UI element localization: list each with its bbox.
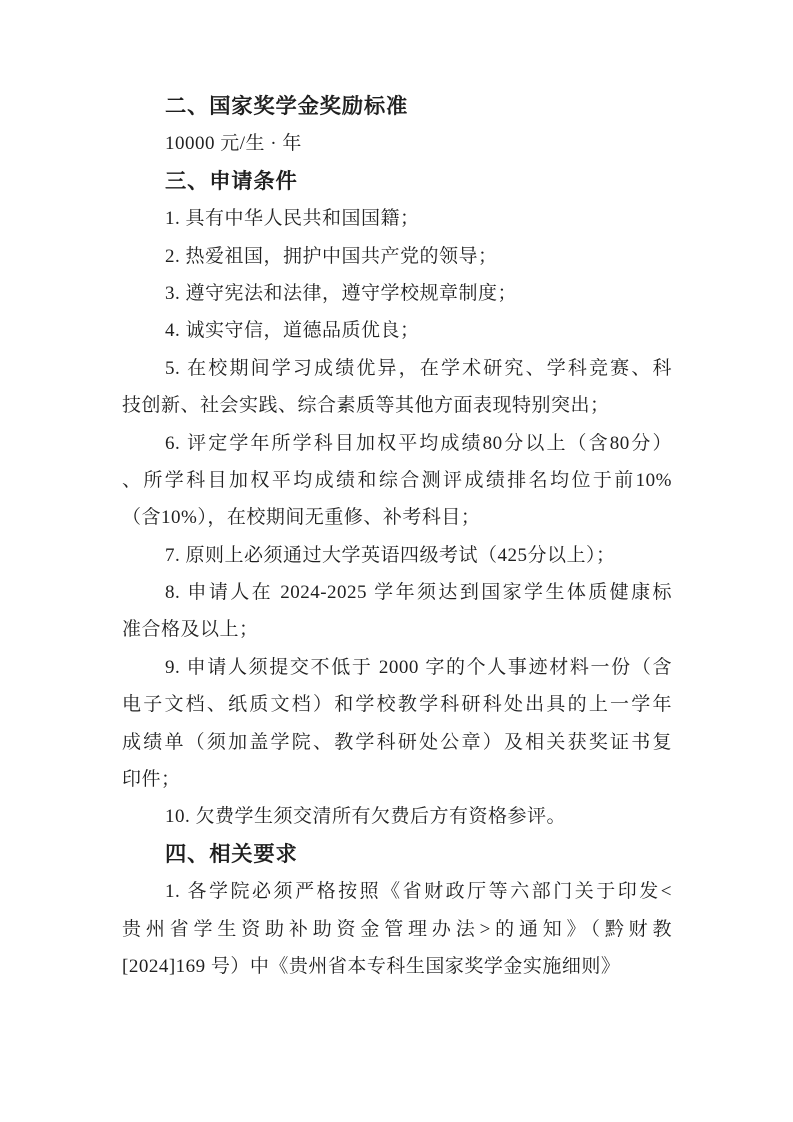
body-text-line: 9. 申请人须提交不低于 2000 字的个人事迹材料一份（含 [165,656,672,678]
section-heading: 四、相关要求 [165,841,298,866]
body-text-line: 8. 申请人在 2024-2025 学年须达到国家学生体质健康标 [165,582,672,604]
body-text-line: 2. 热爱祖国，拥护中国共产党的领导； [165,245,498,267]
body-text-line: 成绩单（须加盖学院、教学科研处公章）及相关获奖证书复 [122,731,672,753]
body-text-line: 7. 原则上必须通过大学英语四级考试（425分以上）； [165,544,616,566]
body-text-line: 印件； [122,769,181,791]
body-text-line: 电子文档、纸质文档）和学校教学科研科处出具的上一学年 [122,694,672,716]
body-text-line: 6. 评定学年所学科目加权平均成绩80分以上（含80分） [165,432,672,454]
body-text-line: 1. 具有中华人民共和国国籍； [165,208,420,230]
body-text-line: 、所学科目加权平均成绩和综合测评成绩排名均位于前10% [122,469,672,491]
body-text-line: （含10%），在校期间无重修、补考科目； [122,507,481,529]
body-text-line: 技创新、社会实践、综合素质等其他方面表现特别突出； [122,395,610,417]
document-text-block [122,88,672,985]
body-text-line: 5. 在校期间学习成绩优异，在学术研究、学科竞赛、科 [165,357,672,379]
section-heading: 二、国家奖学金奖励标准 [165,94,409,118]
body-text-line: [2024]169 号）中《贵州省本专科生国家奖学金实施细则》 [122,955,621,977]
body-text-line: 1. 各学院必须严格按照《省财政厅等六部门关于印发< [165,881,672,903]
body-text-line: 准合格及以上； [122,619,259,641]
body-text-line: 3. 遵守宪法和法律，遵守学校规章制度； [165,282,518,304]
body-text-line: 贵州省学生资助补助资金管理办法>的通知》（黔财教 [122,918,672,940]
body-text-line: 10. 欠费学生须交清所有欠费后方有资格参评。 [165,806,567,828]
body-text-line: 4. 诚实守信，道德品质优良； [165,320,420,342]
section-heading: 三、申请条件 [165,168,298,193]
body-text-line: 10000 元/生 · 年 [165,133,302,155]
